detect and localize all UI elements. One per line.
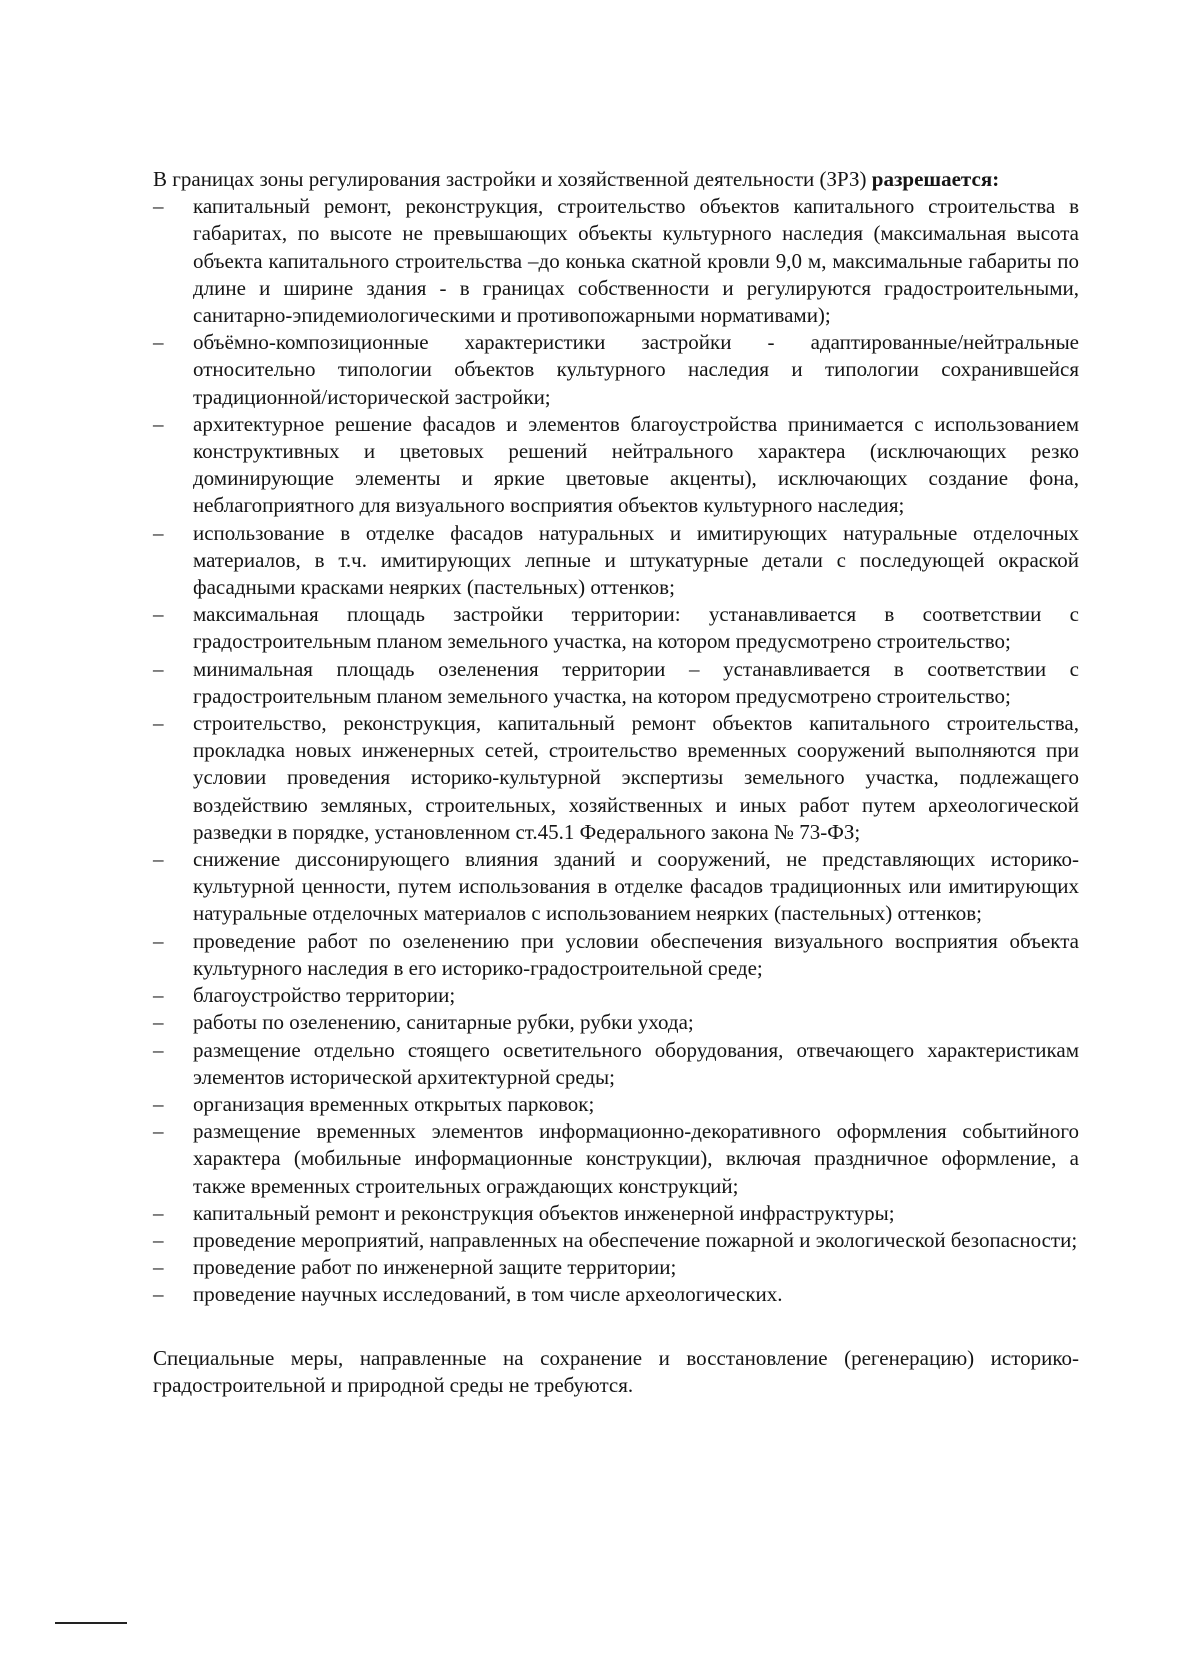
list-item bbox=[153, 1200, 1079, 1227]
intro-paragraph bbox=[153, 166, 1079, 193]
closing-paragraph: Специальные меры, направленные на сохранение и восстановление (регенерацию) историко-градостроительной и природной среды не требуются. bbox=[153, 1345, 1079, 1397]
list-item-text: размещение временных элементов информационно-декоративного оформления событийного характера (мобильные информационные конструкции), включая праздничное оформление, а также временных строительных ограждающих конструкций; bbox=[193, 1119, 1079, 1198]
list-item-text: минимальная площадь озеленения территории – устанавливается в соответствии с градостроительным планом земельного участка, на котором предусмотрено строительство; bbox=[193, 656, 1079, 708]
bullet-dash: – bbox=[153, 656, 164, 681]
list-item bbox=[153, 1009, 1079, 1036]
list-item bbox=[153, 1091, 1079, 1118]
list-item bbox=[153, 1037, 1079, 1091]
list-item bbox=[153, 193, 1079, 329]
list-item-text: проведение работ по озеленению при условии обеспечения визуального восприятия объекта культурного наследия в его историко-градостроительной среде; bbox=[193, 928, 1079, 980]
permitted-activities-list bbox=[153, 193, 1079, 1308]
list-item bbox=[153, 520, 1079, 602]
list-item bbox=[153, 846, 1079, 928]
bullet-dash: – bbox=[153, 1037, 164, 1062]
list-item bbox=[153, 982, 1079, 1009]
bullet-dash: – bbox=[153, 1282, 164, 1307]
bullet-dash: – bbox=[153, 1119, 164, 1144]
list-item-text: максимальная площадь застройки территории: устанавливается в соответствии с градостроительным планом земельного участка, на котором предусмотрено строительство; bbox=[193, 602, 1079, 654]
bullet-dash: – bbox=[153, 1091, 164, 1116]
list-item bbox=[153, 329, 1079, 411]
list-item bbox=[153, 1281, 1079, 1308]
footer-rule bbox=[55, 1622, 127, 1624]
list-item-text: работы по озеленению, санитарные рубки, рубки ухода; bbox=[193, 1010, 694, 1035]
list-item-text: организация временных открытых парковок; bbox=[193, 1091, 595, 1116]
bullet-dash: – bbox=[153, 1200, 164, 1225]
list-item bbox=[153, 656, 1079, 710]
list-item bbox=[153, 1227, 1079, 1254]
list-item bbox=[153, 1118, 1079, 1200]
bullet-dash: – bbox=[153, 330, 164, 355]
list-item bbox=[153, 710, 1079, 846]
bullet-dash: – bbox=[153, 520, 164, 545]
list-item-text: благоустройство территории; bbox=[193, 983, 456, 1008]
bullet-dash: – bbox=[153, 983, 164, 1008]
list-item-text: капитальный ремонт и реконструкция объектов инженерной инфраструктуры; bbox=[193, 1200, 895, 1225]
bullet-dash: – bbox=[153, 1010, 164, 1035]
list-item bbox=[153, 601, 1079, 655]
bullet-dash: – bbox=[153, 411, 164, 436]
list-item bbox=[153, 1254, 1079, 1281]
list-item-text: капитальный ремонт, реконструкция, строительство объектов капитального строительства в габаритах, по высоте не превышающих объекты культурного наследия (максимальная высота объекта капитального строительства –до конька скатной кровли 9,0 м, максимальные габариты по длине и ширине здания - в границах собственности и регулируются градостроительными, санитарно-эпидемиологическими и противопожарными нормативами); bbox=[193, 194, 1079, 328]
list-item-text: строительство, реконструкция, капитальный ремонт объектов капитального строительства, прокладка новых инженерных сетей, строительство временных сооружений выполняются при условии проведения историко-культурной экспертизы земельного участка, подлежащего воздействию земляных, строительных, хозяйственных и иных работ путем археологической разведки в порядке, установленном ст.45.1 Федерального закона № 73-ФЗ; bbox=[193, 711, 1079, 844]
list-item-text: архитектурное решение фасадов и элементов благоустройства принимается с использованием конструктивных и цветовых решений нейтрального характера (исключающих резко доминирующие элементы и яркие цветовые акценты), исключающих создание фона, неблагоприятного для визуального восприятия объектов культурного наследия; bbox=[193, 411, 1079, 518]
list-item-text: использование в отделке фасадов натуральных и имитирующих натуральные отделочных материалов, в т.ч. имитирующих лепные и штукатурные детали с последующей окраской фасадными красками неярких (пастельных) оттенков; bbox=[193, 520, 1079, 600]
bullet-dash: – bbox=[153, 928, 164, 953]
list-item bbox=[153, 928, 1079, 982]
bullet-dash: – bbox=[153, 194, 164, 219]
bullet-dash: – bbox=[153, 711, 164, 736]
list-item-text: проведение мероприятий, направленных на обеспечение пожарной и экологической безопасности; bbox=[193, 1227, 1078, 1252]
bullet-dash: – bbox=[153, 1227, 164, 1252]
list-item-text: размещение отдельно стоящего осветительного оборудования, отвечающего характеристикам элементов исторической архитектурной среды; bbox=[193, 1037, 1079, 1089]
bullet-dash: – bbox=[153, 602, 164, 627]
bullet-dash: – bbox=[153, 847, 164, 872]
list-item-text: проведение работ по инженерной защите территории; bbox=[193, 1255, 677, 1280]
list-item bbox=[153, 411, 1079, 520]
intro-text: В границах зоны регулирования застройки и хозяйственной деятельности (ЗРЗ) bbox=[153, 167, 872, 191]
list-item-text: снижение диссонирующего влияния зданий и сооружений, не представляющих историко-культурной ценности, путем использования в отделке фасадов традиционных или имитирующих натуральные отделочных материалов с использованием неярких (пастельных) оттенков; bbox=[193, 847, 1079, 926]
bullet-dash: – bbox=[153, 1255, 164, 1280]
document-body bbox=[153, 166, 1079, 1399]
list-item-text: объёмно-композиционные характеристики застройки - адаптированные/нейтральные относительно типологии объектов культурного наследия и типологии сохранившейся традиционной/исторической застройки; bbox=[193, 330, 1079, 409]
list-item-text: проведение научных исследований, в том числе археологических. bbox=[193, 1282, 783, 1307]
intro-bold-text: разрешается: bbox=[871, 167, 1000, 191]
